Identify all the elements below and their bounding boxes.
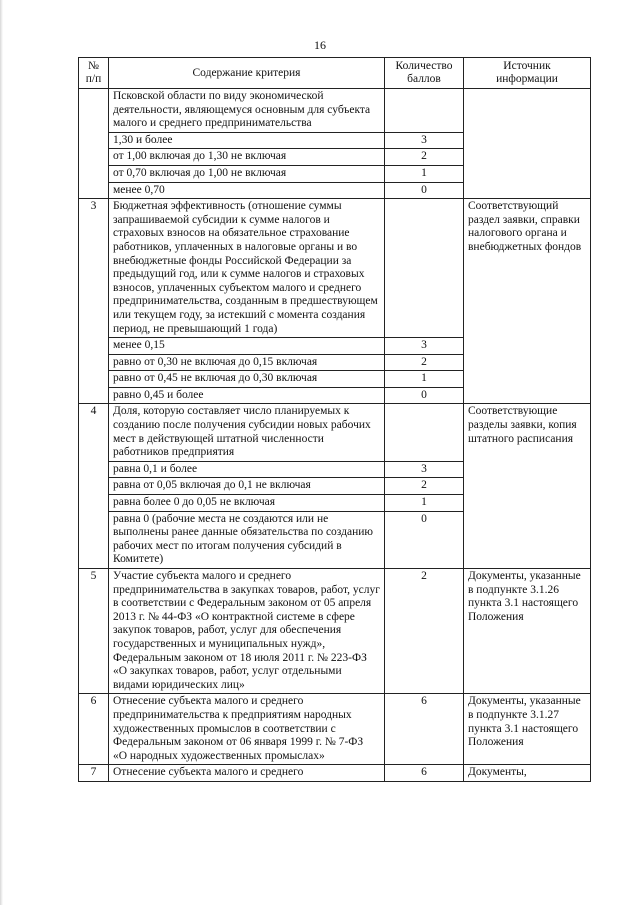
row-points: 6	[385, 765, 464, 782]
row-num: 5	[79, 569, 109, 694]
row-source	[464, 89, 591, 199]
page-number: 16	[314, 38, 326, 52]
row-points: 0	[385, 511, 464, 568]
row-points: 1	[385, 165, 464, 182]
row-points: 6	[385, 694, 464, 765]
row-criterion: равно 0,45 и более	[109, 387, 385, 404]
row-source: Документы, указанные в подпункте 3.1.27 пункта 3.1 настоящего Положения	[464, 694, 591, 765]
row-criterion: равна 0 (рабочие места не создаются или не выполнены ранее данные обязательства по созданию рабочих мест по итогам получения субсидий в Комитете)	[109, 511, 385, 568]
table-row	[79, 569, 591, 694]
header-source: Источник информации	[464, 58, 591, 89]
row-num: 6	[79, 694, 109, 765]
row-num: 7	[79, 765, 109, 782]
row-points	[385, 199, 464, 338]
row-source: Документы,	[464, 765, 591, 782]
row-criterion: Бюджетная эффективность (отношение суммы запрашиваемой субсидии к сумме налогов и страховых взносов на обязательное страхование работников, уплаченных в налоговые органы и во внебюджетные фонды Российской Федерации за предыдущий год, или к сумме налогов и страховых взносов, уплаченных субъектом малого и среднего предпринимательства, созданным в предшествующем или текущем году, за истекший с момента создания период, не превышающий 1 года)	[109, 199, 385, 338]
row-points: 1	[385, 495, 464, 512]
header-num: № п/п	[79, 58, 109, 89]
row-criterion: от 0,70 включая до 1,00 не включая	[109, 165, 385, 182]
row-criterion: равно от 0,30 не включая до 0,15 включая	[109, 354, 385, 371]
table-row	[79, 89, 591, 133]
row-source: Соответствующий раздел заявки, справки налогового органа и внебюджетных фондов	[464, 199, 591, 404]
table-row	[79, 694, 591, 765]
table-row	[79, 765, 591, 782]
row-points: 1	[385, 371, 464, 388]
row-points: 0	[385, 387, 464, 404]
row-criterion: Участие субъекта малого и среднего предпринимательства в закупках товаров, работ, услуг в соответствии с Федеральным законом от 05 апреля 2013 г. № 44-ФЗ «О контрактной системе в сфере закупок товаров, работ, услуг для обеспечения государственных и муниципальных нужд», Федеральным законом от 18 июля 2011 г. № 223-ФЗ «О закупках товаров, работ, услуг отдельными видами юридических лиц»	[109, 569, 385, 694]
row-criterion: менее 0,15	[109, 338, 385, 355]
table-row	[79, 404, 591, 461]
row-points: 2	[385, 149, 464, 166]
row-points: 3	[385, 461, 464, 478]
table-header-row	[79, 58, 591, 89]
row-points: 3	[385, 338, 464, 355]
row-criterion: равно от 0,45 не включая до 0,30 включая	[109, 371, 385, 388]
row-criterion: равна более 0 до 0,05 не включая	[109, 495, 385, 512]
row-criterion: равна 0,1 и более	[109, 461, 385, 478]
row-criterion: Отнесение субъекта малого и среднего	[109, 765, 385, 782]
row-criterion: менее 0,70	[109, 182, 385, 199]
row-points	[385, 404, 464, 461]
row-num: 4	[79, 404, 109, 569]
table-row	[79, 199, 591, 338]
row-points: 2	[385, 354, 464, 371]
row-points	[385, 89, 464, 133]
criteria-table	[78, 57, 591, 782]
row-points: 3	[385, 132, 464, 149]
row-num: 3	[79, 199, 109, 404]
row-points: 2	[385, 569, 464, 694]
row-criterion: 1,30 и более	[109, 132, 385, 149]
row-criterion: Псковской области по виду экономической деятельности, являющемуся основным для субъекта малого и среднего предпринимательства	[109, 89, 385, 133]
row-criterion: от 1,00 включая до 1,30 не включая	[109, 149, 385, 166]
header-criterion: Содержание критерия	[109, 58, 385, 89]
row-points: 2	[385, 478, 464, 495]
row-num	[79, 89, 109, 199]
row-source: Соответствующие разделы заявки, копия штатного расписания	[464, 404, 591, 569]
row-source: Документы, указанные в подпункте 3.1.26 пункта 3.1 настоящего Положения	[464, 569, 591, 694]
row-points: 0	[385, 182, 464, 199]
row-criterion: Доля, которую составляет число планируемых к созданию после получения субсидии новых рабочих мест в действующей штатной численности работников предприятия	[109, 404, 385, 461]
header-points: Количество баллов	[385, 58, 464, 89]
row-criterion: Отнесение субъекта малого и среднего предпринимательства к предприятиям народных художественных промыслов в соответствии с Федеральным законом от 06 января 1999 г. № 7-ФЗ «О народных художественных промыслах»	[109, 694, 385, 765]
row-criterion: равна от 0,05 включая до 0,1 не включая	[109, 478, 385, 495]
scan-edge	[0, 0, 3, 905]
